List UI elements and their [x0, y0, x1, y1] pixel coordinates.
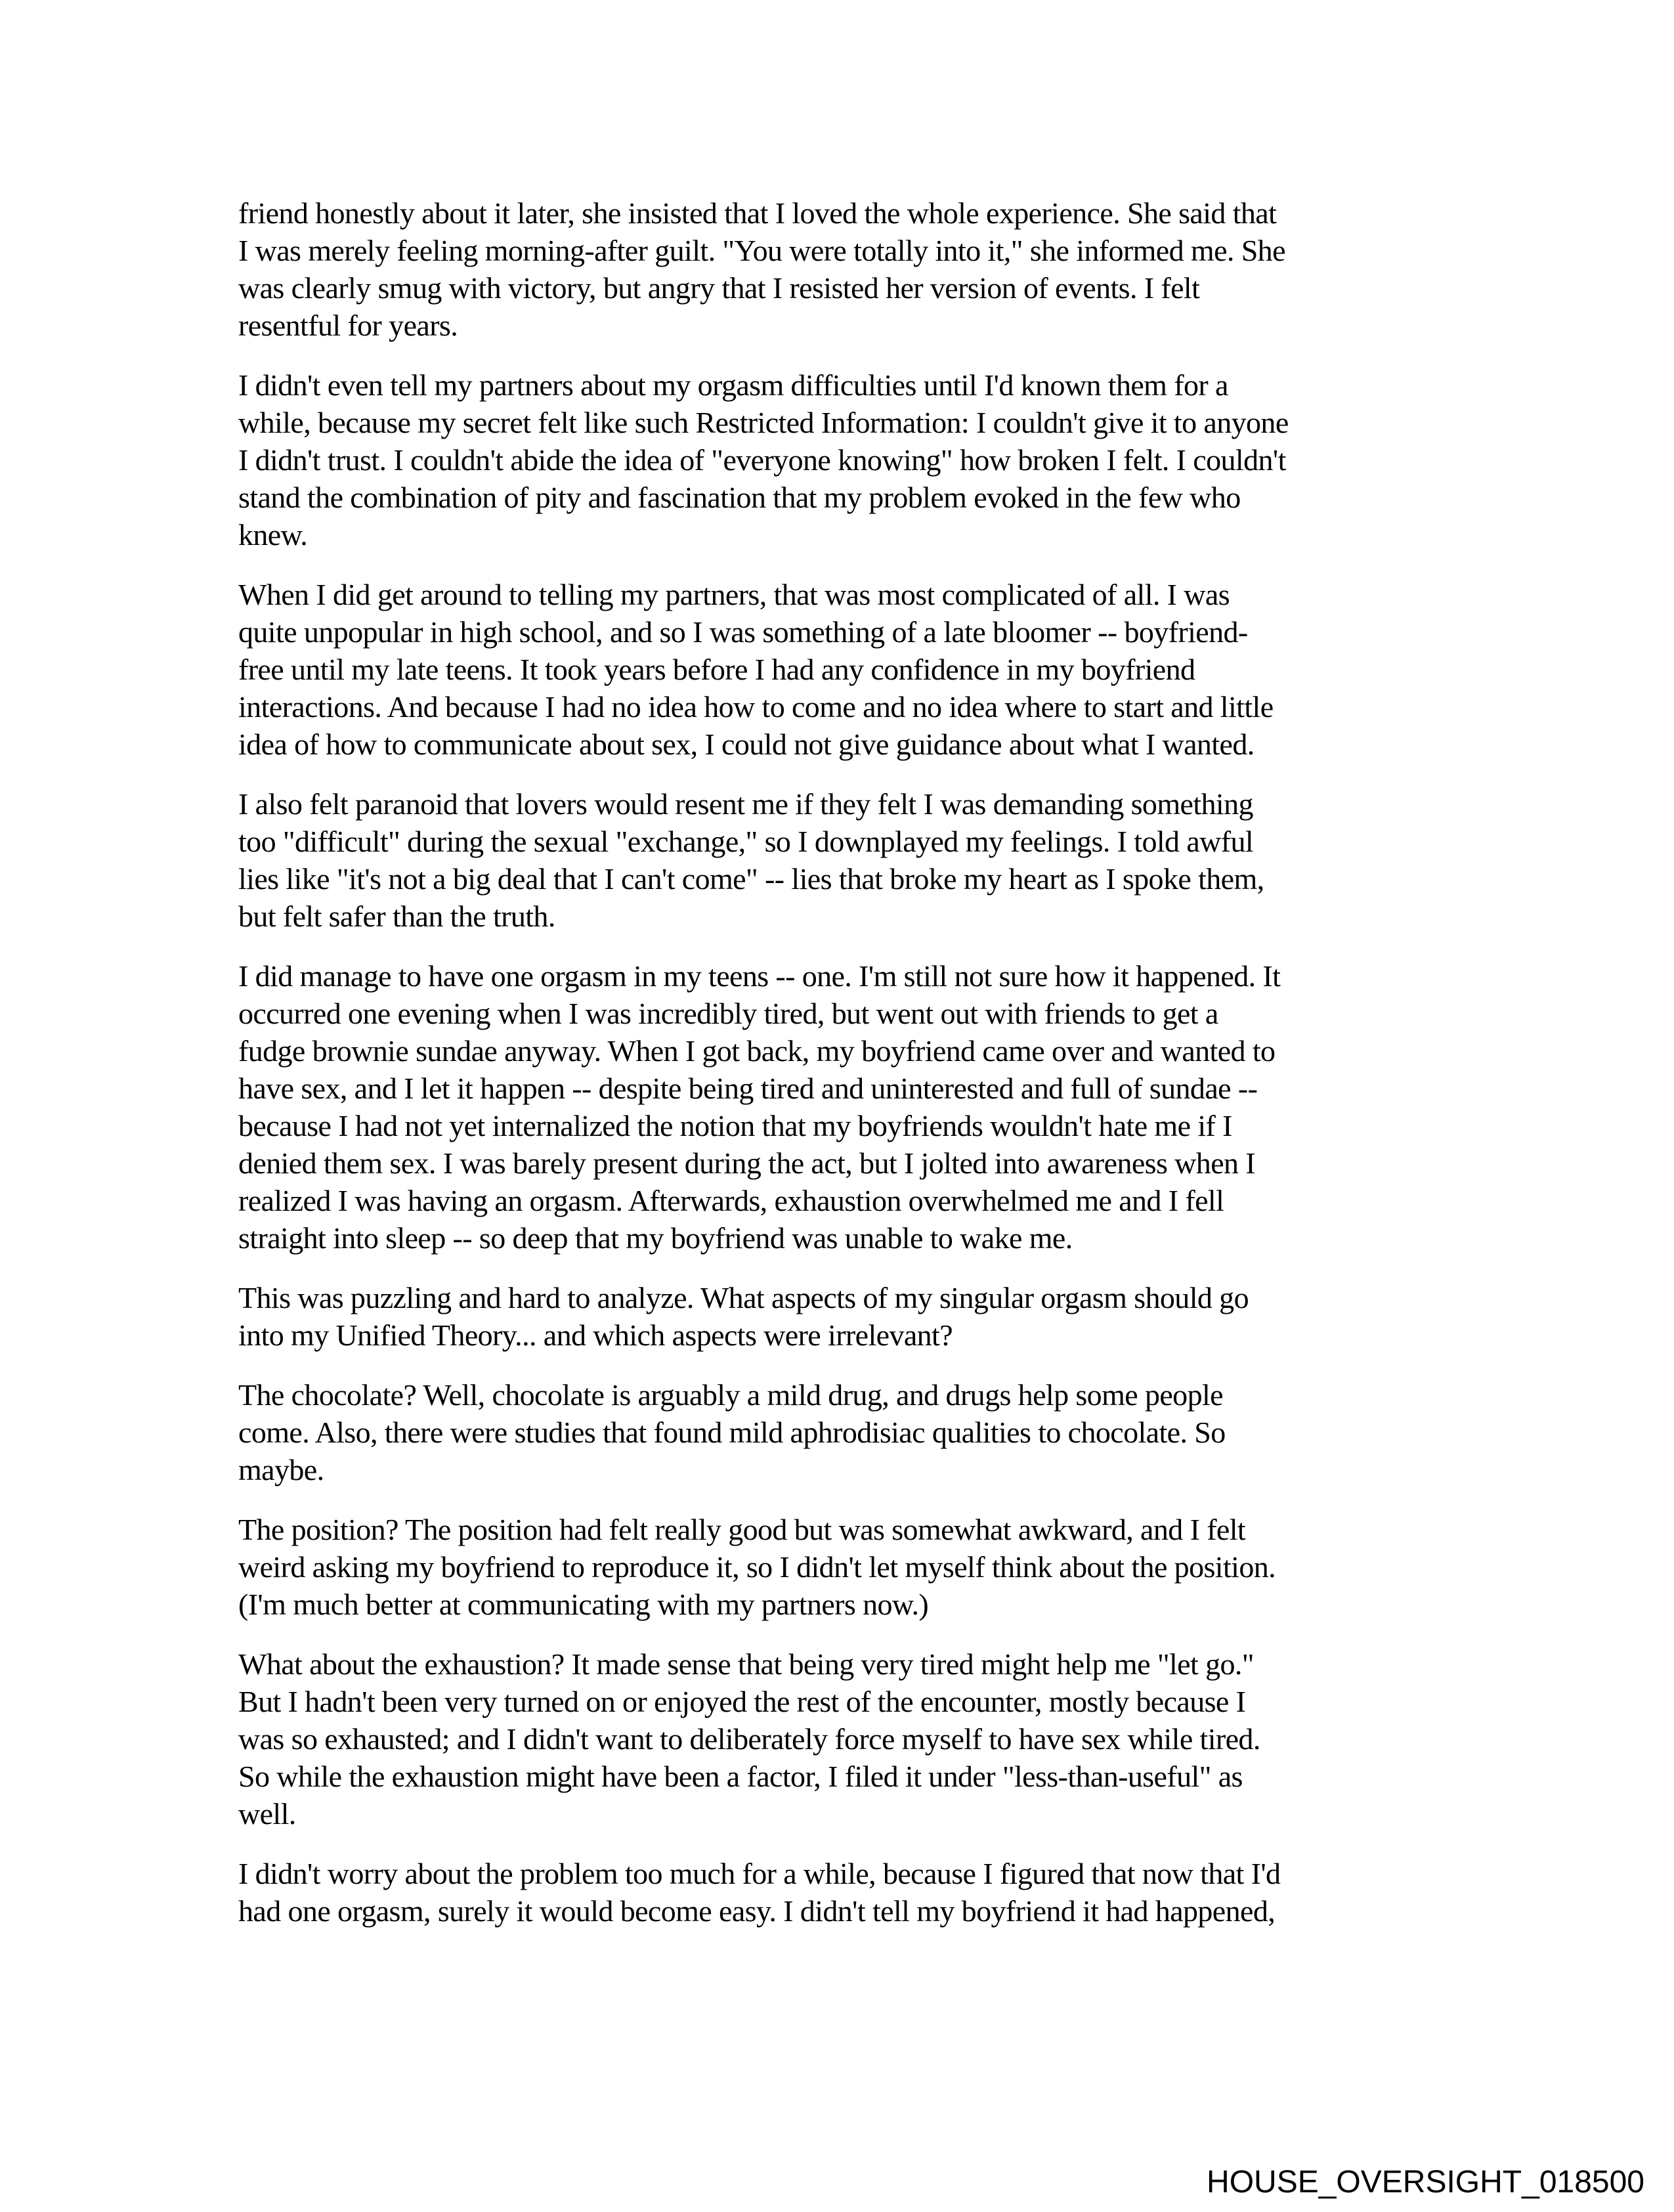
text-line: straight into sleep -- so deep that my boyfriend was unable to wake me.	[238, 1221, 1073, 1255]
text-line: quite unpopular in high school, and so I was something of a late bloomer -- boyfriend-	[238, 615, 1248, 649]
text-line: lies like "it's not a big deal that I can't come" -- lies that broke my heart as I spoke them,	[238, 862, 1264, 896]
text-line: was clearly smug with victory, but angry that I resisted her version of events. I felt	[238, 271, 1200, 305]
paragraph	[238, 1511, 1428, 1623]
text-line: So while the exhaustion might have been a factor, I filed it under "less-than-useful" as	[238, 1760, 1243, 1793]
text-line: because I had not yet internalized the notion that my boyfriends wouldn't hate me if I	[238, 1109, 1232, 1142]
text-line: into my Unified Theory... and which aspects were irrelevant?	[238, 1318, 953, 1352]
text-line: well.	[238, 1797, 296, 1831]
text-line: (I'm much better at communicating with my partners now.)	[238, 1588, 929, 1621]
text-line: had one orgasm, surely it would become easy. I didn't tell my boyfriend it had happened,	[238, 1894, 1276, 1928]
text-line: But I hadn't been very turned on or enjoyed the rest of the encounter, mostly because I	[238, 1685, 1246, 1718]
paragraph	[238, 576, 1428, 763]
text-line: fudge brownie sundae anyway. When I got back, my boyfriend came over and wanted to	[238, 1034, 1276, 1068]
text-line: maybe.	[238, 1453, 324, 1486]
text-line: What about the exhaustion? It made sense that being very tired might help me "let go."	[238, 1647, 1254, 1681]
text-line: occurred one evening when I was incredibly tired, but went out with friends to get a	[238, 997, 1218, 1030]
text-line: The position? The position had felt really good but was somewhat awkward, and I felt	[238, 1513, 1246, 1546]
paragraph	[238, 194, 1428, 344]
text-line: I didn't worry about the problem too much for a while, because I figured that now that I'd	[238, 1857, 1281, 1890]
text-line: When I did get around to telling my partners, that was most complicated of all. I was	[238, 578, 1230, 611]
text-line: was so exhausted; and I didn't want to deliberately force myself to have sex while tired.	[238, 1722, 1260, 1756]
paragraph	[238, 785, 1428, 935]
paragraph	[238, 1645, 1428, 1832]
text-line: realized I was having an orgasm. Afterwards, exhaustion overwhelmed me and I fell	[238, 1184, 1224, 1217]
text-line: free until my late teens. It took years before I had any confidence in my boyfriend	[238, 653, 1195, 686]
text-line: This was puzzling and hard to analyze. What aspects of my singular orgasm should go	[238, 1281, 1249, 1314]
text-line: idea of how to communicate about sex, I could not give guidance about what I wanted.	[238, 727, 1255, 761]
text-line: friend honestly about it later, she insisted that I loved the whole experience. She said that	[238, 196, 1277, 230]
paragraph	[238, 957, 1428, 1257]
text-line: denied them sex. I was barely present during the act, but I jolted into awareness when I	[238, 1146, 1256, 1180]
text-line: too "difficult" during the sexual "exchange," so I downplayed my feelings. I told awful	[238, 825, 1254, 858]
text-line: I was merely feeling morning-after guilt. "You were totally into it," she informed me. She	[238, 234, 1285, 267]
text-line: have sex, and I let it happen -- despite being tired and uninterested and full of sundae --	[238, 1072, 1258, 1105]
text-line: but felt safer than the truth.	[238, 900, 555, 933]
text-line: I didn't trust. I couldn't abide the idea of "everyone knowing" how broken I felt. I couldn't	[238, 443, 1286, 477]
text-line: come. Also, there were studies that found mild aphrodisiac qualities to chocolate. So	[238, 1416, 1226, 1449]
text-line: knew.	[238, 518, 308, 552]
text-block	[238, 194, 1428, 1952]
paragraph	[238, 366, 1428, 553]
text-line: I did manage to have one orgasm in my teens -- one. I'm still not sure how it happened. It	[238, 959, 1281, 993]
paragraph	[238, 1279, 1428, 1354]
paragraph	[238, 1376, 1428, 1488]
text-line: I also felt paranoid that lovers would resent me if they felt I was demanding something	[238, 787, 1253, 821]
text-line: while, because my secret felt like such Restricted Information: I couldn't give it to anyone	[238, 406, 1289, 439]
paragraph	[238, 1855, 1428, 1930]
text-line: The chocolate? Well, chocolate is arguably a mild drug, and drugs help some people	[238, 1378, 1223, 1412]
text-line: resentful for years.	[238, 309, 458, 342]
text-line: I didn't even tell my partners about my orgasm difficulties until I'd known them for a	[238, 368, 1228, 402]
text-line: interactions. And because I had no idea how to come and no idea where to start and little	[238, 690, 1274, 724]
bates-stamp: HOUSE_OVERSIGHT_018500	[1207, 2165, 1644, 2200]
text-line: weird asking my boyfriend to reproduce it, so I didn't let myself think about the position.	[238, 1550, 1276, 1584]
text-line: stand the combination of pity and fascination that my problem evoked in the few who	[238, 481, 1241, 514]
